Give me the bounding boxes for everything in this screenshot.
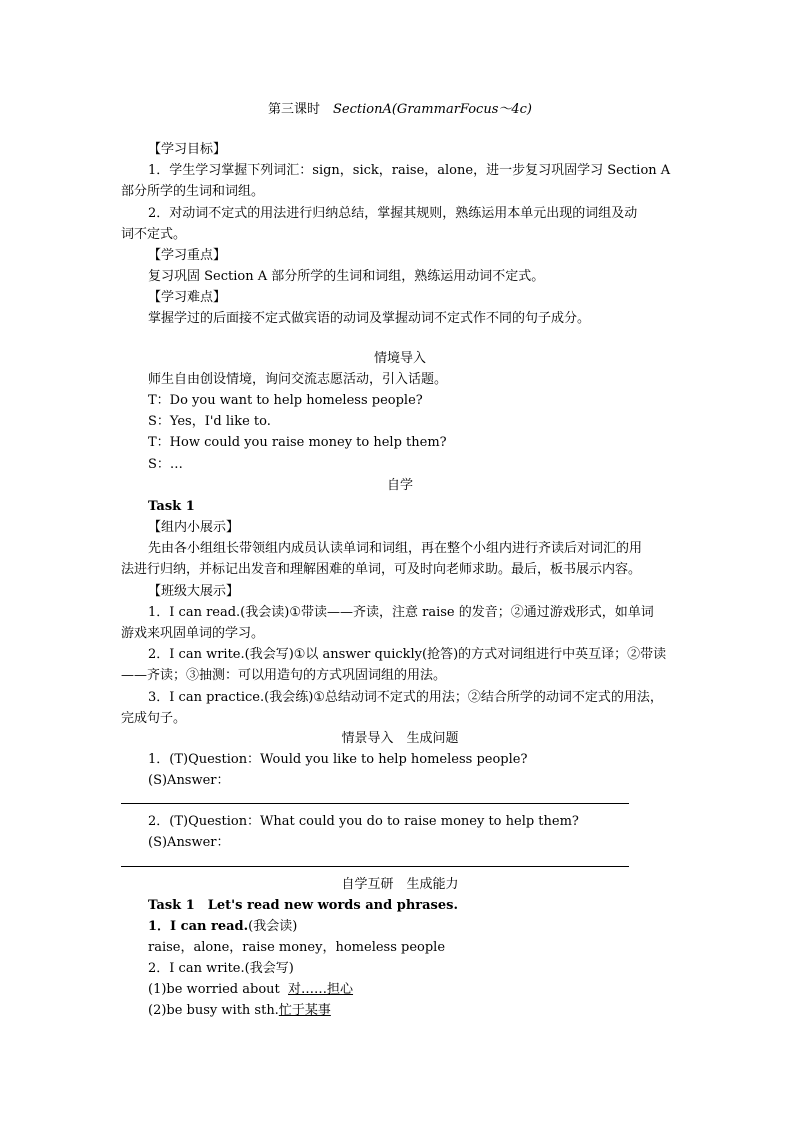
write-item-1 [148, 981, 353, 999]
read-words: raise，alone，raise money，homeless people [148, 940, 446, 955]
group-show-header: 【组内小展示】 [148, 520, 240, 535]
self-study-header: 自学 [386, 478, 413, 493]
difficulties-text: 掌握学过的后面接不定式做宾语的动词及掌握动词不定式作不同的句子成分。 [148, 311, 591, 326]
intro-header: 情境导入 [373, 351, 426, 366]
answer-1-label: (S)Answer： [148, 773, 230, 788]
group-show-line-1: 先由各小组组长带领组内成员认读单词和词组，再在整个小组内进行齐读后对词汇的用 [148, 541, 643, 556]
difficulties-header: 【学习难点】 [148, 290, 227, 305]
research-task: Task 1 Let's read new words and phrases. [148, 898, 458, 913]
self-study-task: Task 1 [148, 499, 195, 514]
class-item-1-line-2: 游戏来巩固单词的学习。 [121, 626, 265, 641]
objective-2-line-1: 2．对动词不定式的用法进行归纳总结，掌握其规则，熟练运用本单元出现的词组及动 [148, 206, 638, 221]
answer-2-line[interactable] [121, 866, 629, 867]
objective-2-line-2: 词不定式。 [121, 227, 187, 242]
write-label: 2．I can write.(我会写) [148, 961, 294, 976]
scene-header: 情景导入 生成问题 [341, 731, 459, 746]
dialog-line: T：Do you want to help homeless people? [148, 393, 423, 408]
write-item-2 [148, 1002, 331, 1020]
dialog-line: T：How could you raise money to help them? [148, 435, 447, 450]
write-item-2-answer: 忙于某事 [278, 1003, 331, 1018]
dialog-line: S：… [148, 457, 183, 472]
objectives-header: 【学习目标】 [148, 142, 227, 157]
read-item [148, 918, 297, 936]
intro-text: 师生自由创设情境，询问交流志愿活动，引入话题。 [148, 372, 448, 387]
class-item-3-line-1: 3．I can practice.(我会练)①总结动词不定式的用法；②结合所学的动词不定式的用法， [148, 690, 663, 705]
class-show-header: 【班级大展示】 [148, 584, 240, 599]
question-1: 1．(T)Question：Would you like to help homeless people? [148, 752, 528, 767]
answer-1-line[interactable] [121, 803, 629, 804]
class-item-2-line-1: 2．I can write.(我会写)①以 answer quickly(抢答)的方式对词组进行中英互译；②带读 [148, 647, 667, 662]
section-label: SectionA(GrammarFocus～4c) [333, 102, 532, 117]
question-2: 2．(T)Question：What could you do to raise money to help them? [148, 814, 579, 829]
class-item-3-line-2: 完成句子。 [121, 711, 187, 726]
key-points-header: 【学习重点】 [148, 248, 227, 263]
answer-2-label: (S)Answer： [148, 835, 230, 850]
research-header: 自学互研 生成能力 [341, 877, 459, 892]
dialog-line: S：Yes，I'd like to. [148, 414, 271, 429]
key-points-text: 复习巩固 Section A 部分所学的生词和词组，熟练运用动词不定式。 [148, 269, 545, 284]
class-item-1-line-1: 1．I can read.(我会读)①带读——齐读，注意 raise 的发音；②通过游戏形式，如单词 [148, 605, 654, 620]
read-note: (我会读) [248, 919, 298, 934]
write-item-1-prompt: (1)be worried about [148, 982, 280, 997]
write-item-1-answer: 对……担心 [288, 982, 354, 997]
class-item-2-line-2: ——齐读；③抽测：可以用造句的方式巩固词组的用法。 [121, 668, 447, 683]
page-title [0, 101, 800, 119]
objective-1-line-1: 1．学生学习掌握下列词汇：sign，sick，raise，alone，进一步复习巩固学习 Section A [148, 163, 671, 178]
read-label: 1．I can read. [148, 919, 249, 934]
lesson-label: 第三课时 [267, 102, 320, 117]
objective-1-line-2: 部分所学的生词和词组。 [121, 184, 265, 199]
write-item-2-prompt: (2)be busy with sth. [148, 1003, 279, 1018]
group-show-line-2: 法进行归纳，并标记出发音和理解困难的单词，可及时向老师求助。最后，板书展示内容。 [121, 562, 642, 577]
